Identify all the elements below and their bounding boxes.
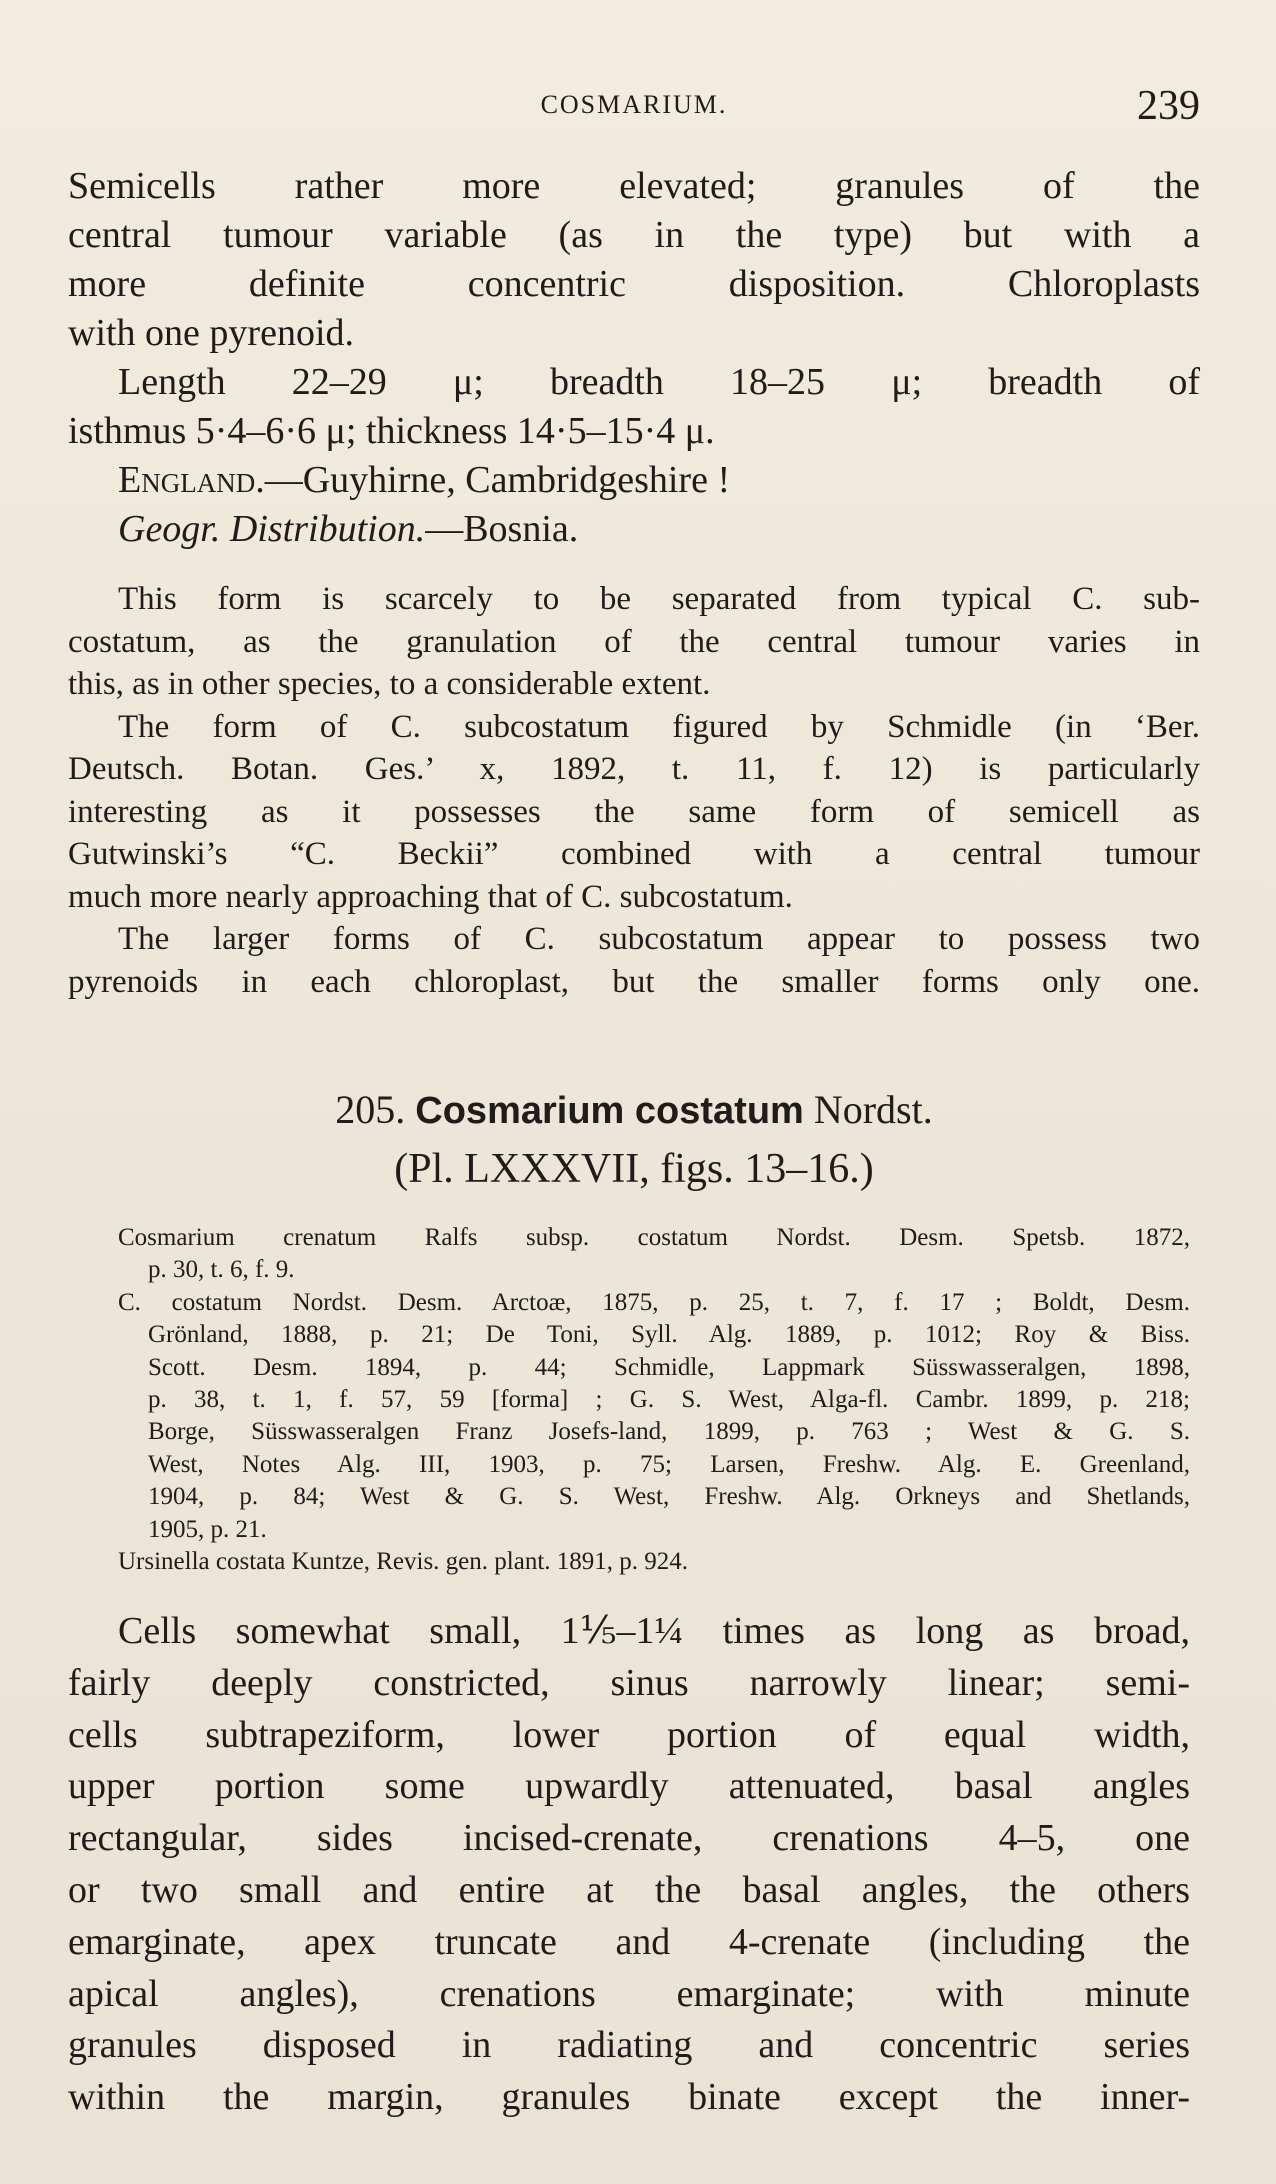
synonym-line: p. 30, t. 6, f. 9. <box>148 1256 295 1284</box>
note-line: The form of C. subcostatum figured by Schmidle (in ‘Ber. <box>118 708 1200 745</box>
note-line: This form is scarcely to be separated from typical C. sub- <box>118 581 1200 617</box>
description-line: or two small and entire at the basal angles, the others <box>68 1868 1190 1911</box>
synonym-line: 1904, p. 84; West & G. S. West, Freshw. Alg. Orkneys and Shetlands, <box>148 1483 1190 1511</box>
description-line: emarginate, apex truncate and 4-crenate (including the <box>68 1920 1190 1963</box>
species-description <box>68 1606 1190 2124</box>
description-line: rectangular, sides incised-crenate, crenations 4–5, one <box>68 1817 1190 1860</box>
running-title: COSMARIUM. <box>540 90 728 119</box>
distribution-value: —Bosnia. <box>425 508 579 550</box>
note-line: pyrenoids in each chloroplast, but the smaller forms only one. <box>68 963 1200 1000</box>
note-line: costatum, as the granulation of the central tumour varies in <box>68 623 1200 660</box>
notes <box>68 578 1200 1003</box>
locality-place: —Guyhirne, Cambridgeshire ! <box>264 459 731 501</box>
page-number: 239 <box>1137 83 1200 129</box>
species-title <box>68 1082 1200 1139</box>
running-head <box>68 82 1200 132</box>
distribution-label: Geogr. Distribution. <box>118 508 426 550</box>
synonym-line: 1905, p. 21. <box>148 1515 267 1543</box>
synonym-line: p. 38, t. 1, f. 57, 59 [forma] ; G. S. West, Alga-fl. Cambr. 1899, p. 218; <box>148 1386 1190 1414</box>
measurements-line: Length 22–29 μ; breadth 18–25 μ; breadth of <box>118 361 1200 403</box>
note-line: Gutwinski’s “C. Beckii” combined with a central tumour <box>68 836 1200 872</box>
description-line: granules disposed in radiating and concentric series <box>68 2024 1190 2067</box>
note-line: The larger forms of C. subcostatum appear to possess two <box>118 921 1200 957</box>
measurements-line: isthmus 5·4–6·6 μ; thickness 14·5–15·4 μ. <box>68 410 715 452</box>
description-line: apical angles), crenations emarginate; with minute <box>68 1972 1190 2015</box>
synonymy <box>118 1222 1190 1578</box>
text-line: more definite concentric disposition. Chloroplasts <box>68 263 1200 305</box>
synonym-line: C. costatum Nordst. Desm. Arctoæ, 1875, p. 25, t. 7, f. 17 ; Boldt, Desm. <box>118 1288 1190 1316</box>
description-line: upper portion some upwardly attenuated, basal angles <box>68 1765 1190 1808</box>
species-number: 205. <box>335 1087 406 1132</box>
species-heading <box>68 1082 1200 1199</box>
variety-description <box>68 162 1200 554</box>
note-line: interesting as it possesses the same form of semicell as <box>68 793 1200 830</box>
synonym-line: Scott. Desm. 1894, p. 44; Schmidle, Lappmark Süsswasseralgen, 1898, <box>148 1353 1190 1381</box>
text-line: central tumour variable (as in the type) but with a <box>68 214 1200 256</box>
text-line: with one pyrenoid. <box>68 312 355 354</box>
description-line: Cells somewhat small, 1⅕–1¼ times as long as broad, <box>118 1610 1190 1652</box>
locality-line <box>68 456 1200 505</box>
text-line: Semicells rather more elevated; granules of the <box>68 165 1200 207</box>
synonym-line: Borge, Süsswasseralgen Franz Josefs-land, 1899, p. 763 ; West & G. S. <box>148 1418 1190 1446</box>
species-authority: Nordst. <box>813 1087 933 1132</box>
synonym-line: Cosmarium crenatum Ralfs subsp. costatum Nordst. Desm. Spetsb. 1872, <box>118 1224 1190 1251</box>
locality-country: England. <box>118 459 265 501</box>
note-line: much more nearly approaching that of C. subcostatum. <box>68 878 793 915</box>
description-line: cells subtrapeziform, lower portion of equal width, <box>68 1713 1190 1756</box>
synonym-line: Ursinella costata Kuntze, Revis. gen. plant. 1891, p. 924. <box>118 1548 689 1576</box>
distribution-line <box>68 505 1200 554</box>
description-line: fairly deeply constricted, sinus narrowly linear; semi- <box>68 1661 1190 1704</box>
species-name: Cosmarium costatum <box>415 1090 804 1132</box>
note-line: Deutsch. Botan. Ges.’ x, 1892, t. 11, f. 12) is particularly <box>68 751 1200 787</box>
note-line: this, as in other species, to a considerable extent. <box>68 666 711 702</box>
synonym-line: Grönland, 1888, p. 21; De Toni, Syll. Alg. 1889, p. 1012; Roy & Biss. <box>148 1321 1190 1349</box>
plate-reference: (Pl. LXXXVII, figs. 13–16.) <box>394 1146 874 1192</box>
synonym-line: West, Notes Alg. III, 1903, p. 75; Larsen, Freshw. Alg. E. Greenland, <box>148 1450 1190 1478</box>
description-line: within the margin, granules binate except the inner- <box>68 2076 1190 2119</box>
